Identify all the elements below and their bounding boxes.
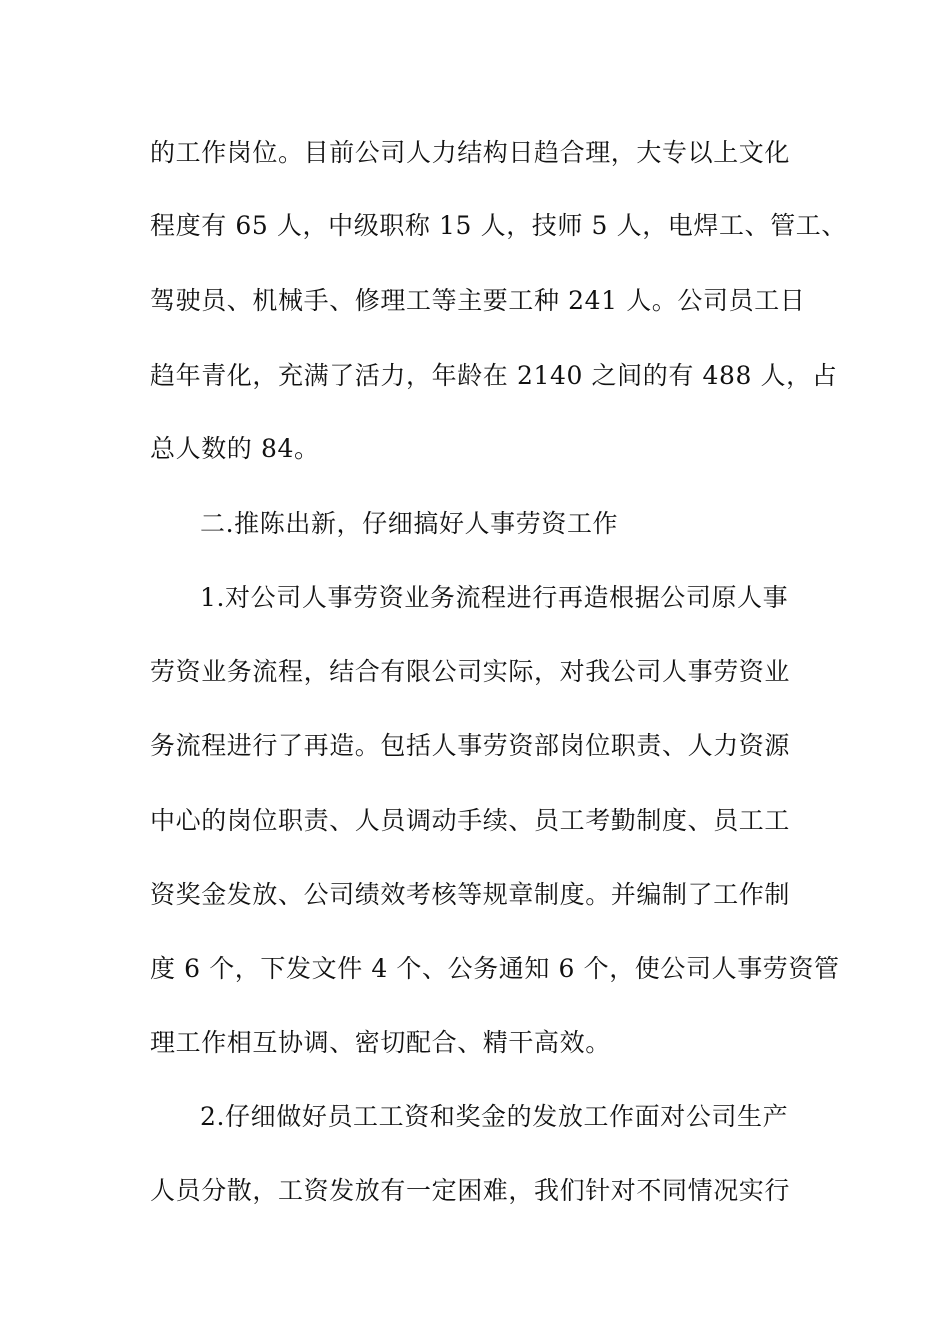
- text-line: 总人数的 84。: [150, 434, 320, 463]
- text-line: 人员分散，工资发放有一定困难，我们针对不同情况实行: [150, 1176, 791, 1205]
- section-heading: 二.推陈出新，仔细搞好人事劳资工作: [200, 509, 619, 538]
- text-line: 的工作岗位。目前公司人力结构日趋合理，大专以上文化: [150, 138, 791, 167]
- text-line: 中心的岗位职责、人员调动手续、员工考勤制度、员工工: [150, 806, 791, 835]
- text-line: 度 6 个，下发文件 4 个、公务通知 6 个，使公司人事劳资管: [150, 954, 840, 983]
- text-line: 理工作相互协调、密切配合、精干高效。: [150, 1028, 611, 1057]
- text-line: 程度有 65 人，中级职称 15 人，技师 5 人，电焊工、管工、: [150, 211, 848, 240]
- text-line: 趋年青化，充满了活力，年龄在 2140 之间的有 488 人，占: [150, 361, 838, 390]
- text-line: 资奖金发放、公司绩效考核等规章制度。并编制了工作制: [150, 880, 791, 909]
- text-line: 务流程进行了再造。包括人事劳资部岗位职责、人力资源: [150, 731, 791, 760]
- text-line: 劳资业务流程，结合有限公司实际，对我公司人事劳资业: [150, 657, 791, 686]
- text-line: 驾驶员、机械手、修理工等主要工种 241 人。公司员工日: [150, 286, 806, 315]
- text-line: 2.仔细做好员工工资和奖金的发放工作面对公司生产: [200, 1102, 789, 1131]
- text-line: 1.对公司人事劳资业务流程进行再造根据公司原人事: [200, 583, 789, 612]
